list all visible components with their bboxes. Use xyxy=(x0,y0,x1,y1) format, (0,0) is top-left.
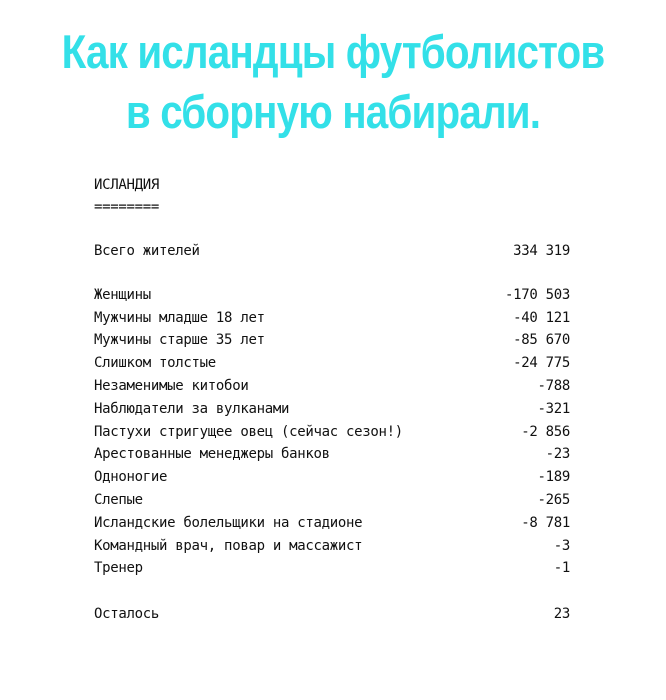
deduction-value: -1 xyxy=(553,560,570,577)
deduction-label: Арестованные менеджеры банков xyxy=(94,446,330,463)
deduction-row xyxy=(94,512,570,535)
deduction-label: Женщины xyxy=(94,286,151,303)
total-value: 334 319 xyxy=(513,243,570,259)
deduction-row xyxy=(94,398,570,421)
deduction-value: -40 121 xyxy=(513,309,570,326)
remainder-label: Осталось xyxy=(94,606,160,623)
deduction-row xyxy=(94,329,570,352)
deduction-label: Пастухи стригущее овец (сейчас сезон!) xyxy=(94,423,403,440)
deduction-row xyxy=(94,307,570,330)
deduction-value: -788 xyxy=(537,377,570,394)
deduction-label: Командный врач, повар и массажист xyxy=(94,537,363,554)
deduction-row xyxy=(94,443,570,466)
deduction-value: -23 xyxy=(545,446,570,463)
deduction-label: Исландские болельщики на стадионе xyxy=(94,514,363,531)
deduction-value: -170 503 xyxy=(504,286,570,303)
population-table xyxy=(94,174,570,626)
deduction-label: Мужчины младше 18 лет xyxy=(94,309,265,326)
deduction-label: Слепые xyxy=(94,491,143,508)
deduction-row xyxy=(94,284,570,307)
total-label: Всего жителей xyxy=(94,243,200,259)
deduction-row xyxy=(94,466,570,489)
deduction-row xyxy=(94,352,570,375)
deduction-row xyxy=(94,421,570,444)
deductions-list xyxy=(94,284,570,580)
deduction-value: -321 xyxy=(537,400,570,417)
deduction-value: -8 781 xyxy=(521,514,570,531)
deduction-value: -85 670 xyxy=(513,332,570,349)
deduction-value: -3 xyxy=(553,537,570,554)
deduction-value: -265 xyxy=(537,491,570,508)
headline-line-2: в сборную набирали. xyxy=(125,85,541,138)
deduction-label: Незаменимые китобои xyxy=(94,377,249,394)
remainder-value: 23 xyxy=(553,606,570,623)
deduction-row xyxy=(94,557,570,580)
total-row xyxy=(94,240,570,263)
deduction-row xyxy=(94,489,570,512)
deduction-value: -189 xyxy=(537,469,570,486)
headline xyxy=(47,22,620,142)
deduction-label: Одноногие xyxy=(94,469,168,486)
deduction-value: -2 856 xyxy=(521,423,570,440)
headline-line-1: Как исландцы футболистов xyxy=(61,25,605,78)
table-heading: ИСЛАНДИЯ xyxy=(94,177,160,193)
table-heading-underline: ======== xyxy=(94,199,160,215)
deduction-row xyxy=(94,535,570,558)
deduction-label: Мужчины старше 35 лет xyxy=(94,332,265,349)
deduction-value: -24 775 xyxy=(513,355,570,372)
deduction-label: Наблюдатели за вулканами xyxy=(94,400,290,417)
remainder-row xyxy=(94,603,570,626)
deduction-label: Тренер xyxy=(94,560,143,577)
deduction-label: Слишком толстые xyxy=(94,355,216,372)
deduction-row xyxy=(94,375,570,398)
